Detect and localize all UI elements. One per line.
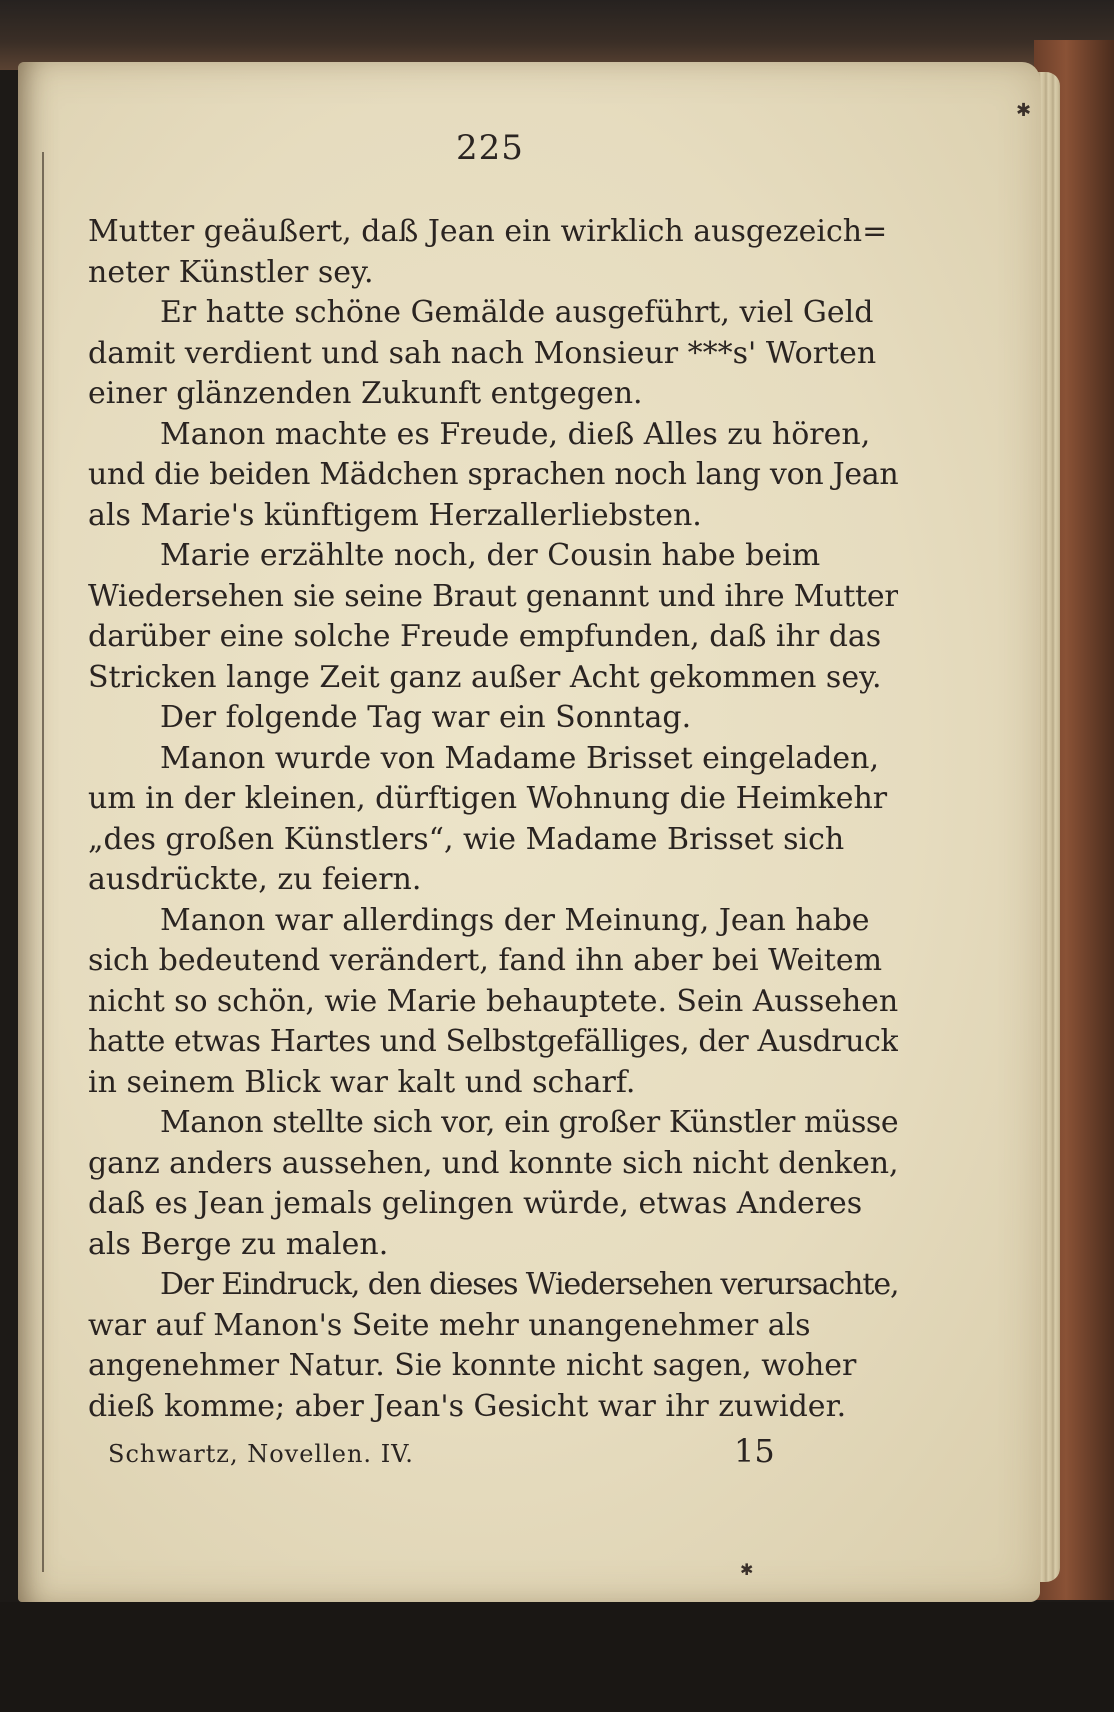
body-text [88, 212, 898, 1427]
page-footer [108, 1432, 908, 1472]
text-line: Der folgende Tag war ein Sonntag. [160, 700, 692, 735]
text-line: daß es Jean jemals gelingen würde, etwas Anderes [88, 1186, 863, 1221]
text-line: damit verdient und sah nach Monsieur ***s' Worten [88, 335, 877, 371]
text-line: um in der kleinen, dürftigen Wohnung die Heimkehr [88, 781, 888, 816]
text-line: sich bedeutend verändert, fand ihn aber bei Weitem [88, 943, 883, 978]
text-line: Der Eindruck, den dieses Wiedersehen verursachte, [160, 1267, 898, 1302]
gutter-shadow [42, 152, 44, 1572]
text-line: hatte etwas Hartes und Selbstgefälliges, der Ausdruck [88, 1024, 898, 1059]
text-line: ausdrückte, zu feiern. [88, 862, 422, 897]
ink-speck: ✱ [740, 1560, 754, 1579]
text-line: Manon wurde von Madame Brisset eingeladen, [160, 740, 880, 776]
page-number: 225 [456, 128, 524, 168]
text-line: „des großen Künstlers“, wie Madame Brisset sich [88, 821, 845, 857]
cover-board-top [0, 0, 1114, 70]
cover-board-bottom [0, 1602, 1114, 1712]
text-line: Stricken lange Zeit ganz außer Acht gekommen sey. [88, 659, 882, 695]
text-line: Marie erzählte noch, der Cousin habe beim [160, 538, 821, 573]
text-line: einer glänzenden Zukunft entgegen. [88, 376, 643, 411]
text-line: dieß komme; aber Jean's Gesicht war ihr zuwider. [88, 1388, 847, 1424]
text-line: Mutter geäußert, daß Jean ein wirklich ausgezeich= [88, 214, 888, 249]
text-line: als Berge zu malen. [88, 1226, 389, 1262]
signature-number: 15 [734, 1432, 775, 1470]
text-line: Manon war allerdings der Meinung, Jean habe [160, 902, 870, 938]
text-line: Manon stellte sich vor, ein großer Künstler müsse [160, 1105, 898, 1140]
ink-speck: ✱ [1016, 100, 1032, 121]
text-line: war auf Manon's Seite mehr unangenehmer als [88, 1307, 811, 1343]
text-line: Manon machte es Freude, dieß Alles zu hören, [160, 416, 871, 452]
text-line: nicht so schön, wie Marie behauptete. Sein Aussehen [88, 983, 898, 1019]
text-line: ganz anders aussehen, und konnte sich nicht denken, [88, 1145, 898, 1181]
signature-mark: Schwartz, Novellen. IV. [108, 1440, 414, 1468]
text-line: in seinem Blick war kalt und scharf. [88, 1064, 636, 1100]
text-line: und die beiden Mädchen sprachen noch lang von Jean [88, 457, 898, 492]
text-line: als Marie's künftigem Herzallerliebsten. [88, 497, 702, 533]
text-line: angenehmer Natur. Sie konnte nicht sagen, woher [88, 1348, 857, 1383]
text-line: Er hatte schöne Gemälde ausgeführt, viel Geld [160, 295, 874, 330]
text-line: neter Künstler sey. [88, 254, 374, 290]
text-line: darüber eine solche Freude empfunden, daß ihr das [88, 619, 882, 654]
text-line: Wiedersehen sie seine Braut genannt und ihre Mutter [88, 578, 898, 614]
